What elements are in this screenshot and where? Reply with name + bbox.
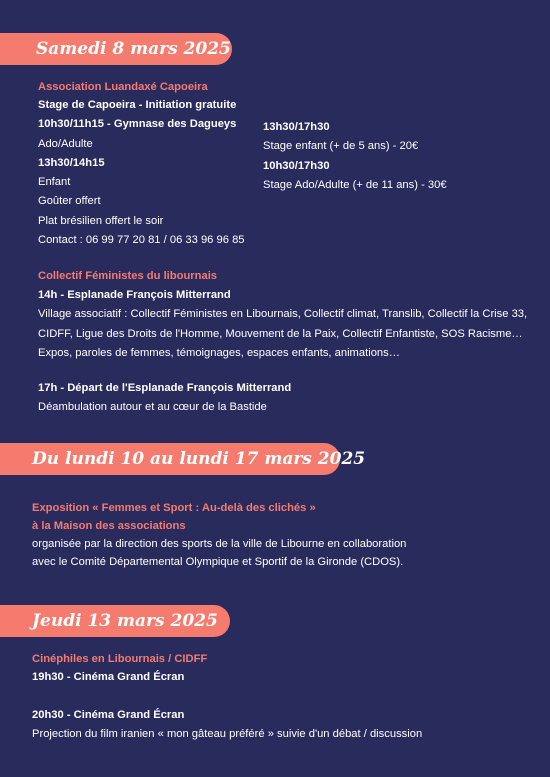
date-title: Samedi 8 mars 2025 bbox=[36, 39, 231, 59]
detail-line: organisée par la direction des sports de la ville de Libourne en collaboration bbox=[32, 538, 407, 550]
date-title: Du lundi 10 au lundi 17 mars 2025 bbox=[32, 449, 366, 469]
event-organizer: Collectif Féministes du libournais bbox=[38, 270, 218, 282]
date-banner-jeudi bbox=[0, 605, 230, 637]
detail-line: Stage de Capoeira - Initiation gratuite bbox=[38, 99, 237, 111]
event-organizer: Cinéphiles en Libournais / CIDFF bbox=[32, 653, 208, 665]
detail-line: Déambulation autour et au cœur de la Bastide bbox=[38, 401, 267, 414]
detail-line: Expos, paroles de femmes, témoignages, espaces enfants, animations… bbox=[38, 346, 400, 359]
contact-line: Contact : 06 99 77 20 81 / 06 33 96 96 85 bbox=[38, 234, 245, 247]
detail-line: Ado/Adulte bbox=[38, 137, 93, 150]
exposition-details bbox=[32, 499, 406, 571]
detail-line: 17h - Départ de l'Esplanade François Mitterrand bbox=[38, 382, 292, 394]
capoeira-details-left bbox=[38, 96, 245, 250]
detail-line: 13h30/17h30 bbox=[263, 121, 330, 133]
collectif-details bbox=[38, 286, 527, 363]
date-banner-lundi bbox=[0, 443, 366, 475]
detail-line: Plat brésilien offert le soir bbox=[38, 214, 164, 227]
detail-line: Projection du film iranien « mon gâteau préféré » suivie d'un débat / discussion bbox=[32, 728, 423, 740]
detail-line: Stage Ado/Adulte (+ de 11 ans) - 30€ bbox=[263, 178, 447, 191]
event-organizer: à la Maison des associations bbox=[32, 520, 186, 532]
deambulation-details bbox=[38, 379, 291, 418]
event-organizer: Exposition « Femmes et Sport : Au-delà des clichés » bbox=[32, 502, 316, 514]
detail-line: Enfant bbox=[38, 176, 71, 189]
detail-line: Stage enfant (+ de 5 ans) - 20€ bbox=[263, 140, 419, 153]
date-banner-samedi bbox=[0, 33, 232, 65]
detail-line: 13h30/14h15 bbox=[38, 156, 105, 169]
detail-line: avec le Comité Départemental Olympique et Sportif de la Gironde (CDOS). bbox=[32, 556, 404, 568]
detail-line: 19h30 - Cinéma Grand Écran bbox=[32, 671, 185, 683]
detail-line: CIDFF, Ligue des Droits de l'Homme, Mouvement de la Paix, Collectif Enfantiste, SOS Racisme… bbox=[38, 327, 523, 340]
detail-line: 20h30 - Cinéma Grand Écran bbox=[32, 709, 185, 721]
detail-line: 10h30/17h30 bbox=[263, 159, 330, 172]
capoeira-details-right bbox=[263, 118, 447, 195]
detail-line: 14h - Esplanade François Mitterrand bbox=[38, 289, 231, 301]
detail-line: Village associatif : Collectif Féministes en Libournais, Collectif climat, Translib, Collectif la Crise 33, bbox=[38, 308, 528, 321]
date-title: Jeudi 13 mars 2025 bbox=[32, 611, 218, 631]
detail-line: Goûter offert bbox=[38, 195, 101, 208]
detail-line: 10h30/11h15 - Gymnase des Dagueys bbox=[38, 118, 237, 131]
event-organizer: Association Luandaxé Capoeira bbox=[38, 81, 208, 93]
